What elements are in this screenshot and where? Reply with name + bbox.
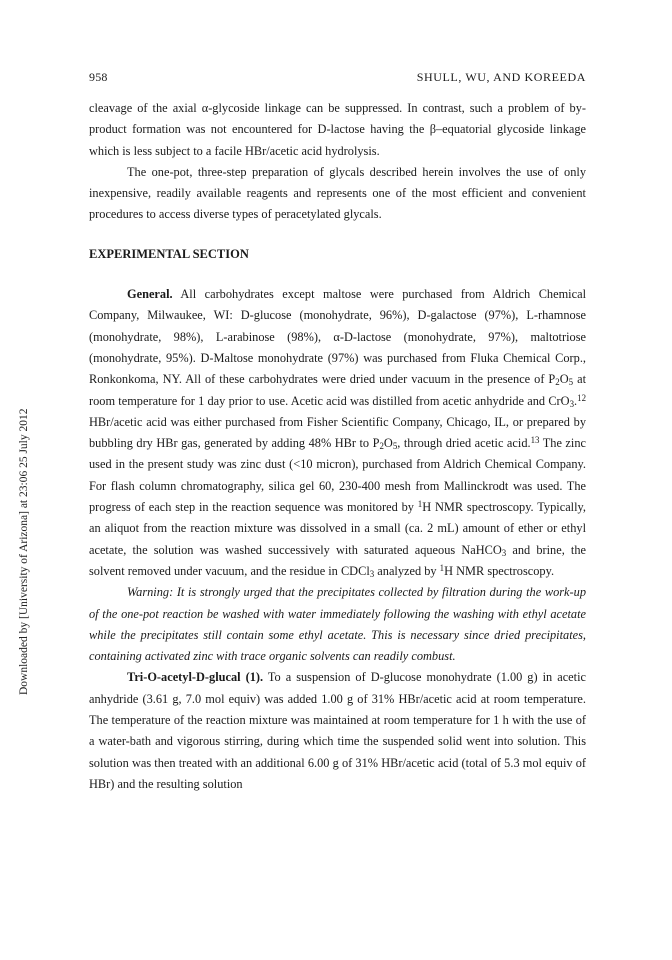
page-number: 958 <box>89 70 108 84</box>
paragraph-conclusion-2: The one-pot, three-step preparation of glycals described herein involves the use of only inexpensive, readily available reagents and represents one of the most efficient and convenient procedures to access diverse types of peracetylated glycals. <box>89 164 586 222</box>
reference-12: 12 <box>577 392 586 403</box>
section-heading: EXPERIMENTAL SECTION <box>89 246 249 261</box>
general-label: General. <box>127 287 173 302</box>
download-note: Downloaded by [University of Arizona] at 23:06 25 July 2012 <box>18 408 30 695</box>
compound-name: Tri-O-acetyl-D-glucal (1). <box>127 670 264 685</box>
paragraph-warning <box>89 582 586 667</box>
running-title: SHULL, WU, AND KOREEDA <box>416 70 586 84</box>
warning-text: Warning: It is strongly urged that the precipitates collected by filtration during the work-up of the one-pot reaction be washed with water immediately following the washing with ethyl acetate while the precipitates still contain some ethyl acetate. This is necessary since dried precipitates, containing activated zinc with trace organic solvents can readily combust. <box>89 585 586 664</box>
article-body <box>89 98 586 795</box>
paragraph-compound-1 <box>89 667 586 795</box>
paragraph-conclusion-1: cleavage of the axial α-glycoside linkage can be suppressed. In contrast, such a problem of by-product formation was not encountered for D-lactose having the β–equatorial glycoside linkage which is less subject to a facile HBr/acetic acid hydrolysis. <box>89 101 586 158</box>
reference-13: 13 <box>530 435 540 446</box>
running-header <box>89 70 586 85</box>
compound-procedure: To a suspension of D-glucose monohydrate (1.00 g) in acetic anhydride (3.61 g, 7.0 mol equiv) was added 1.00 g of 31% HBr/acetic acid at room temperature. The temperature of the reaction mixture was maintained at room temperature for 1 h with the use of a water-bath and vigorous stirring, during which time the suspended solid went into solution. This solution was then treated with an additional 6.00 g of 31% HBr/acetic acid (total of 5.3 mol equiv of HBr) and the resulting solution <box>89 670 586 791</box>
download-watermark <box>18 175 34 695</box>
paragraph-general: General. All carbohydrates except maltose were purchased from Aldrich Chemical Company, Milwaukee, WI: D-glucose (monohydrate, 96%), D-galactose (97%), L-rhamnose (monohydrate, 98%), L-arabinose (98%), α-D-lactose (monohydrate, 97%), maltotriose (monohydrate, 95%). D-Maltose monohydrate (97%) was purchased from Fluka Chemical Corp., Ronkonkoma, NY. All of these carbohydrates were dried under vacuum in the presence of $P_2O_5$ at room temperature for 1 day prior to use. Acetic acid was distilled from acetic anhydride and CrO$_3$.$^{12}$ HBr/acetic acid was either purchased from Fisher Scientific Company, Chicago, IL, or prepared by bubbling dry HBr gas, generated by adding 48% HBr to $P_2O_5$, through dried acetic acid.$^{13}$ The zinc used in the present study was zinc dust (<10 micron), purchased from Aldrich Chemical Company. For flash column chromatography, silica gel 60, 230-400 mesh from Mallinckrodt was used. The progress of each step in the reaction sequence was monitored by $^1$H NMR spectroscopy. Typically, an aliquot from the reaction mixture was dissolved in a small (ca. 2 mL) amount of ether or ethyl acetate, the solution was washed successively with saturated aqueous NaHCO$_3$ and brine, the solvent removed under vacuum, and the residue in CDCl$_3$ analyzed by $^1$H NMR spectroscopy. <box>89 287 587 580</box>
